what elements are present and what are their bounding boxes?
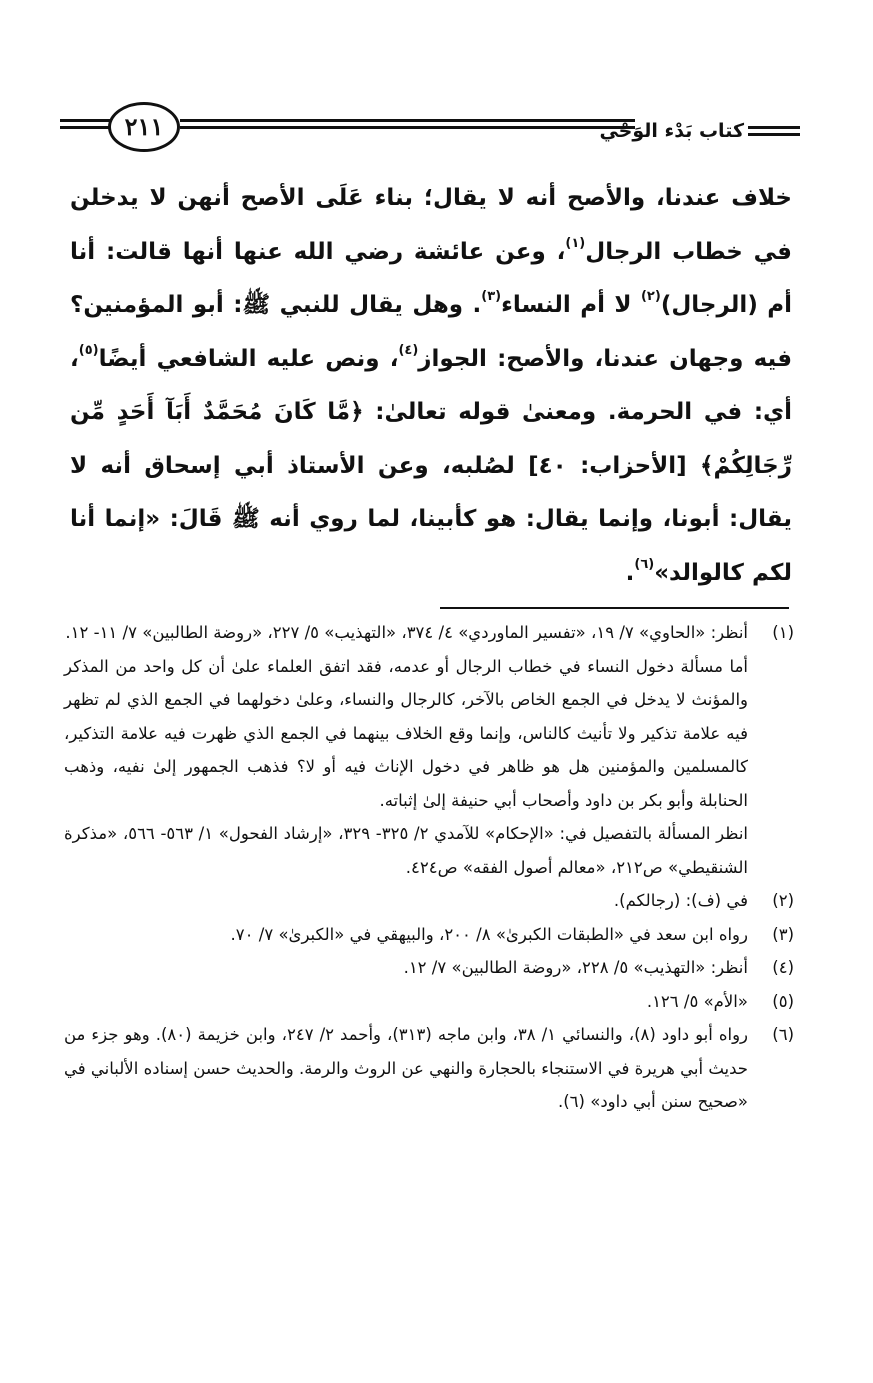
footnote-text: أنظر: «التهذيب» ٥/ ٢٢٨، «روضة الطالبين» ٧/ ١٢. <box>403 958 748 977</box>
footnote-number: (٥) <box>772 991 794 1011</box>
text-run: ، ونص عليه الشافعي أيضًا <box>98 345 399 372</box>
footnote-ref-4: (٤) <box>398 342 419 358</box>
footnotes <box>64 616 794 1119</box>
footnote-ref-2: (٢) <box>640 289 661 304</box>
footnote-5 <box>64 985 794 1019</box>
footnote-number: (٣) <box>772 924 794 944</box>
footnote-4 <box>64 951 794 985</box>
footnote-text: رواه ابن سعد في «الطبقات الكبرىٰ» ٨/ ٢٠٠، والبيهقي في «الكبرىٰ» ٧/ ٧٠. <box>230 924 748 944</box>
main-paragraph <box>70 172 792 600</box>
header-rule-middle <box>180 119 635 136</box>
page-header <box>60 102 800 158</box>
main-text <box>70 172 792 600</box>
footnote-1 <box>64 616 794 884</box>
footnote-ref-1: (١) <box>565 235 586 251</box>
text-run: ، أي: في الحرمة. ومعنىٰ قوله تعالىٰ: ﴿مَّا كَانَ مُحَمَّدٌ أَبَآ أَحَدٍ مِّن رِّجَالِكُمْ﴾ [الأحزاب: ٤٠] لصُلبه، وعن الأستاذ أبي إسحاق أنه لا يقال: أبونا، وإنما يقال: هو كأبينا، لما روي أنه ﷺ قَالَ: «إنما أنا لكم كالوالد» <box>70 345 792 586</box>
footnote-number: (١) <box>772 623 794 642</box>
text-run: . <box>625 559 635 586</box>
footnote-ref-3: (٣) <box>481 289 502 304</box>
footnote-text: أما مسألة دخول النساء في خطاب الرجال أو عدمه، فقد اتفق العلماء علىٰ أن كل واحد من المذكر والمؤنث لا يدخل في الجمع الخاص بالآخر، كالرجال والنساء، وعلىٰ دخولهما في الجمع الذي لم تظهر فيه علامة تذكير ولا تأنيث كالناس، وإنما وقع الخلاف بينهما في الجمع الذي ظهرت فيه علامة التذكير، كالمسلمين والمؤمنين هل هو ظاهر في دخول الإناث فيه أو لا؟ فذهب الجمهور إلىٰ نفيه، وذهب الحنابلة وأبو بكر بن داود وأصحاب أبي حنيفة إلىٰ إثباته. <box>64 656 748 810</box>
footnote-ref-5: (٥) <box>78 342 99 358</box>
footnote-6 <box>64 1018 794 1119</box>
header-rule-right <box>748 126 800 140</box>
text-run: خلاف عندنا، والأصح أنه لا يقال؛ بناء عَلَى الأصح أنهن لا يدخلن في خطاب الرجال <box>70 185 792 265</box>
footnote-number: (٦) <box>772 1025 794 1044</box>
footnote-3 <box>64 918 794 952</box>
footnote-text: رواه أبو داود (٨)، والنسائي ١/ ٣٨، وابن ماجه (٣١٣)، وأحمد ٢/ ٢٤٧، وابن خزيمة (٨٠). وهو جزء من حديث أبي هريرة في الاستنجاء بالحجارة والنهي عن الروث والرمة. والحديث حسن إسناده الألباني في «صحيح سنن أبي داود» (٦). <box>64 1025 749 1111</box>
footnote-text: انظر المسألة بالتفصيل في: «الإحكام» للآمدي ٢/ ٣٢٥- ٣٢٩، «إرشاد الفحول» ١/ ٥٦٣- ٥٦٦، «مذكرة الشنقيطي» ص٢١٢، «معالم أصول الفقه» ص٤٢٤. <box>64 824 748 877</box>
footnote-text: «الأم» ٥/ ١٢٦. <box>646 991 748 1011</box>
footnote-separator <box>440 607 789 609</box>
footnote-number: (٤) <box>772 958 794 977</box>
footnote-2 <box>64 884 794 918</box>
footnote-text: أنظر: «الحاوي» ٧/ ١٩، «تفسير الماوردي» ٤/ ٣٧٤، «التهذيب» ٥/ ٢٢٧، «روضة الطالبين» ٧/ ١١- ١٢. <box>65 623 748 642</box>
text-run: لا أم النساء <box>501 292 641 318</box>
page-number: ٢١١ <box>108 102 180 152</box>
text-run: ، وعن عائشة رضي الله عنها أنها قالت: أنا أم (الرجال) <box>70 238 792 318</box>
header-rule-left <box>60 119 110 136</box>
text-run: . وهل يقال للنبي ﷺ: أبو المؤمنين؟ فيه وجهان عندنا، والأصح: الجواز <box>70 292 792 372</box>
book-title: كتاب بَدْء الوَحْي <box>599 120 744 142</box>
footnote-number: (٢) <box>772 891 794 910</box>
footnote-ref-6: (٦) <box>634 556 655 572</box>
footnote-text: في (ف): (رجالكم). <box>613 891 748 910</box>
